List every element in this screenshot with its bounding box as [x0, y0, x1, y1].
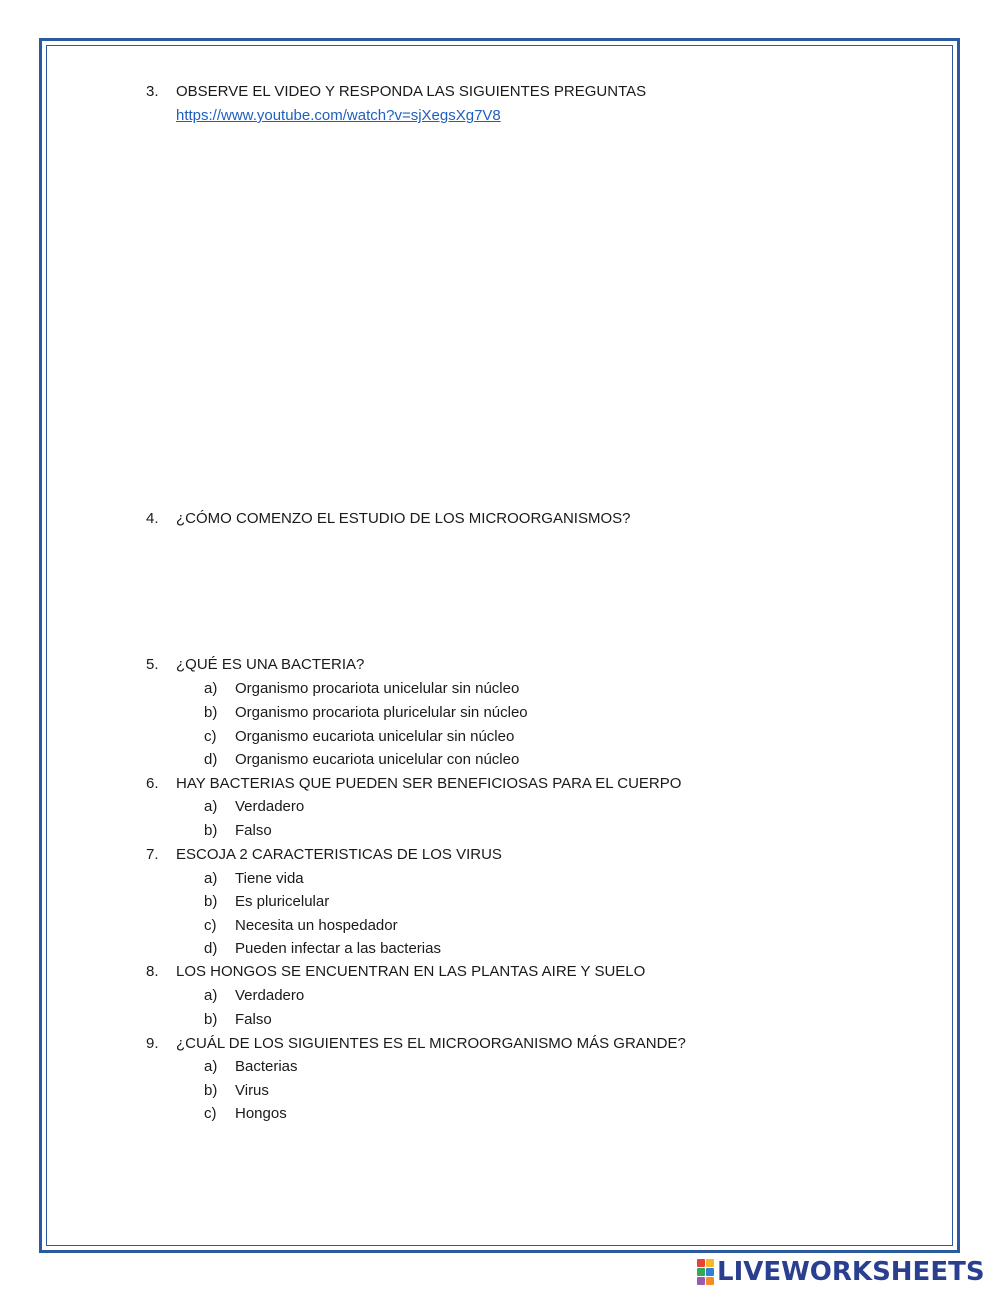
option-letter: c) — [204, 917, 217, 934]
liveworksheets-logo[interactable] — [697, 1258, 985, 1286]
option-text: Verdadero — [235, 987, 305, 1004]
option-letter: c) — [204, 1105, 217, 1122]
logo-text: LIVEWORKSHEETS — [717, 1257, 985, 1287]
option-letter: b) — [204, 704, 218, 721]
option-text: Organismo procariota unicelular sin núcleo — [235, 680, 520, 697]
option-letter: a) — [204, 987, 218, 1004]
question-text: ¿CUÁL DE LOS SIGUIENTES ES EL MICROORGANISMO MÁS GRANDE? — [176, 1035, 686, 1052]
option-text: Necesita un hospedador — [235, 917, 398, 934]
option-text: Tiene vida — [235, 870, 304, 887]
option-letter: a) — [204, 870, 218, 887]
question-text: ¿QUÉ ES UNA BACTERIA? — [176, 656, 365, 673]
question-number: 8. — [146, 963, 159, 980]
question-number: 3. — [146, 83, 159, 100]
option-text: Verdadero — [235, 798, 305, 815]
question-text: ¿CÓMO COMENZO EL ESTUDIO DE LOS MICROORGANISMOS? — [176, 510, 631, 527]
option-letter: b) — [204, 1011, 218, 1028]
question-text: LOS HONGOS SE ENCUENTRAN EN LAS PLANTAS AIRE Y SUELO — [176, 963, 646, 980]
question-text: OBSERVE EL VIDEO Y RESPONDA LAS SIGUIENTES PREGUNTAS — [176, 83, 647, 100]
question-number: 5. — [146, 656, 159, 673]
option-letter: a) — [204, 680, 218, 697]
option-letter: c) — [204, 728, 217, 745]
logo-tile — [697, 1268, 705, 1276]
logo-tile — [697, 1277, 705, 1285]
option-letter: b) — [204, 822, 218, 839]
logo-tile — [706, 1268, 714, 1276]
option-letter: b) — [204, 893, 218, 910]
question-text: HAY BACTERIAS QUE PUEDEN SER BENEFICIOSAS PARA EL CUERPO — [176, 775, 682, 792]
option-text: Es pluricelular — [235, 893, 330, 910]
option-letter: b) — [204, 1082, 218, 1099]
option-text: Organismo procariota pluricelular sin núcleo — [235, 704, 528, 721]
question-number: 7. — [146, 846, 159, 863]
question-number: 9. — [146, 1035, 159, 1052]
question-number: 6. — [146, 775, 159, 792]
option-text: Organismo eucariota unicelular con núcleo — [235, 751, 520, 768]
option-text: Organismo eucariota unicelular sin núcleo — [235, 728, 515, 745]
logo-mark-icon — [697, 1259, 714, 1285]
option-text: Falso — [235, 822, 272, 839]
option-text: Bacterias — [235, 1058, 298, 1075]
option-text: Pueden infectar a las bacterias — [235, 940, 441, 957]
logo-tile — [706, 1277, 714, 1285]
option-text: Hongos — [235, 1105, 287, 1122]
logo-tile — [706, 1259, 714, 1267]
option-letter: d) — [204, 751, 218, 768]
option-letter: a) — [204, 798, 218, 815]
page-border-inner — [46, 45, 953, 1246]
question-text: ESCOJA 2 CARACTERISTICAS DE LOS VIRUS — [176, 846, 502, 863]
option-text: Virus — [235, 1082, 269, 1099]
option-text: Falso — [235, 1011, 272, 1028]
option-letter: a) — [204, 1058, 218, 1075]
video-link[interactable]: https://www.youtube.com/watch?v=sjXegsXg7V8 — [176, 107, 501, 124]
question-number: 4. — [146, 510, 159, 527]
option-letter: d) — [204, 940, 218, 957]
logo-tile — [697, 1259, 705, 1267]
